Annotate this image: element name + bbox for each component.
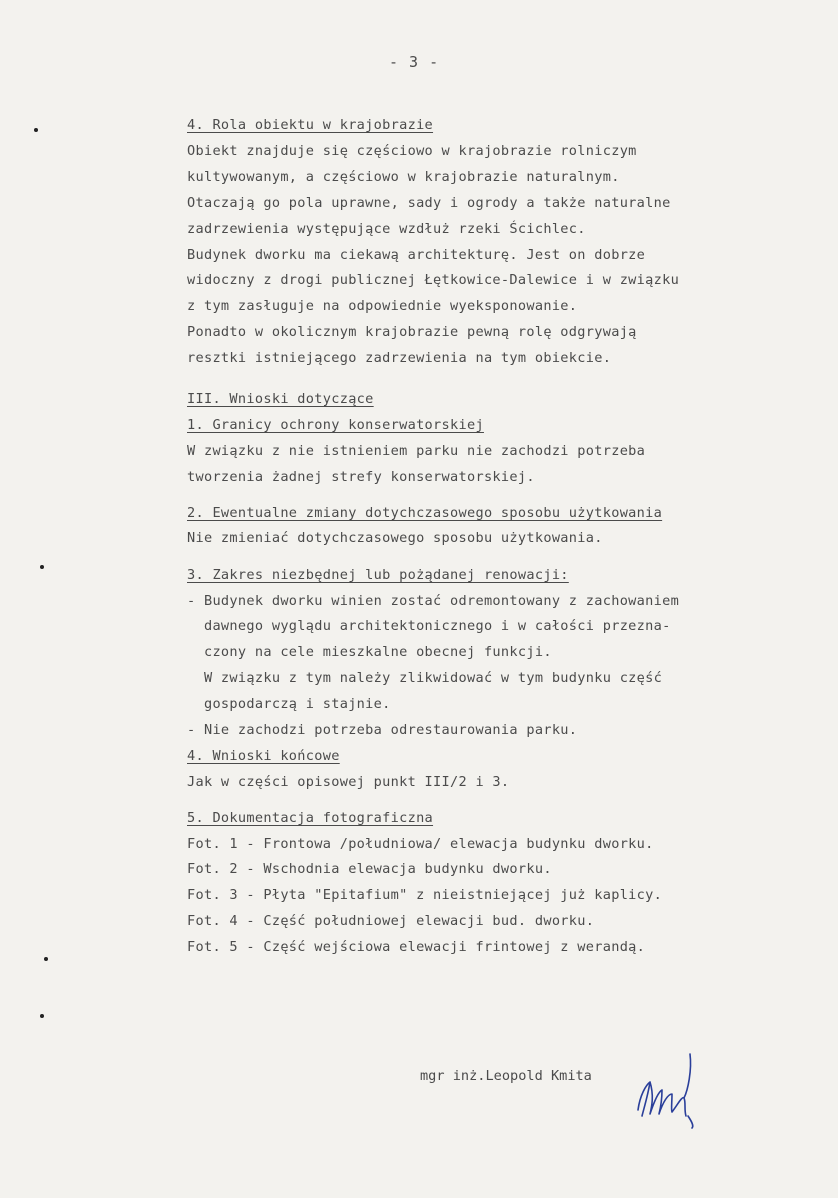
text-line: Jak w części opisowej punkt III/2 i 3. [187, 774, 510, 790]
text-line: Fot. 1 - Frontowa /południowa/ elewacja budynku dworku. [187, 836, 654, 852]
text-line: Fot. 4 - Część południowej elewacji bud. dworku. [187, 913, 595, 929]
text-line: - Budynek dworku winien zostać odremontowany z zachowaniem [187, 593, 680, 609]
section-heading: 1. Granicy ochrony konserwatorskiej [187, 417, 484, 433]
section-heading: 2. Ewentualne zmiany dotychczasowego sposobu użytkowania [187, 505, 663, 521]
text-line: widoczny z drogi publicznej Łętkowice-Dalewice i w związku [187, 272, 680, 288]
page-number: - 3 - [389, 53, 440, 71]
text-line: Fot. 5 - Część wejściowa elewacji frintowej z werandą. [187, 939, 646, 955]
text-line: gospodarczą i stajnie. [187, 696, 391, 712]
text-line: z tym zasługuje na odpowiednie wyeksponowanie. [187, 298, 578, 314]
text-line: - Nie zachodzi potrzeba odrestaurowania parku. [187, 722, 578, 738]
section-heading: III. Wnioski dotyczące [187, 391, 374, 407]
punch-mark [34, 128, 38, 132]
punch-mark [40, 565, 44, 569]
text-line: kultywowanym, a częściowo w krajobrazie naturalnym. [187, 169, 620, 185]
text-line: Obiekt znajduje się częściowo w krajobrazie rolniczym [187, 143, 637, 159]
text-line: zadrzewienia występujące wzdłuż rzeki Ścichlec. [187, 221, 586, 237]
text-line: resztki istniejącego zadrzewienia na tym obiekcie. [187, 350, 612, 366]
handwritten-signature [628, 1040, 708, 1130]
text-line: Budynek dworku ma ciekawą architekturę. Jest on dobrze [187, 247, 646, 263]
text-line: Ponadto w okolicznym krajobrazie pewną rolę odgrywają [187, 324, 637, 340]
punch-mark [44, 957, 48, 961]
text-line: dawnego wyglądu architektonicznego i w całości przezna- [187, 618, 671, 634]
text-line: Fot. 2 - Wschodnia elewacja budynku dworku. [187, 861, 552, 877]
text-line: Nie zmieniać dotychczasowego sposobu użytkowania. [187, 530, 603, 546]
section-heading: 4. Rola obiektu w krajobrazie [187, 117, 434, 133]
text-line: czony na cele mieszkalne obecnej funkcji. [187, 644, 552, 660]
text-line: tworzenia żadnej strefy konserwatorskiej. [187, 469, 535, 485]
text-line: W związku z nie istnieniem parku nie zachodzi potrzeba [187, 443, 646, 459]
text-line: Fot. 3 - Płyta "Epitafium" z nieistniejącej już kaplicy. [187, 887, 663, 903]
section-heading: 5. Dokumentacja fotograficzna [187, 810, 434, 826]
section-heading: 4. Wnioski końcowe [187, 748, 340, 764]
punch-mark [40, 1014, 44, 1018]
author-name: mgr inż.Leopold Kmita [420, 1068, 592, 1084]
text-line: Otaczają go pola uprawne, sady i ogrody a także naturalne [187, 195, 671, 211]
section-heading: 3. Zakres niezbędnej lub pożądanej renowacji: [187, 567, 569, 583]
text-line: W związku z tym należy zlikwidować w tym budynku część [187, 670, 663, 686]
